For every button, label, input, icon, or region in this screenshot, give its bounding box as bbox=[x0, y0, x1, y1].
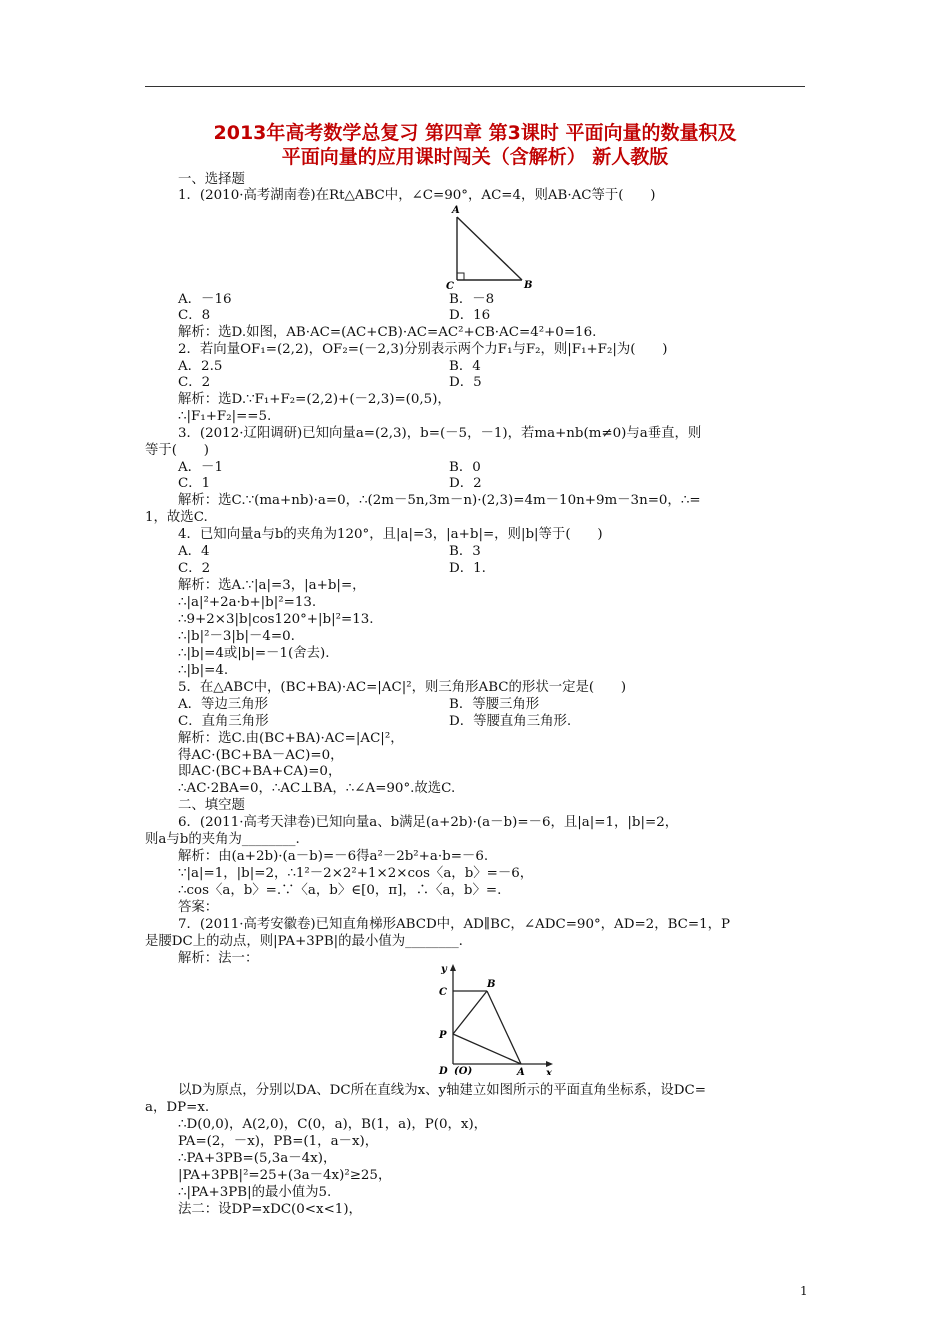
solution-line: a，DP=x. bbox=[145, 1100, 210, 1115]
label-c: C bbox=[446, 281, 454, 292]
option: D．等腰直角三角形. bbox=[449, 714, 572, 729]
solution-line: 得AC·(BC+BA－AC)=0， bbox=[178, 748, 344, 763]
option: D．2 bbox=[449, 476, 482, 491]
solution-line: ∴D(0,0)，A(2,0)，C(0，a)，B(1，a)，P(0，x)， bbox=[178, 1117, 488, 1132]
option: A．－1 bbox=[178, 460, 223, 475]
solution-line: ∴|a|²+2a·b+|b|²=13. bbox=[178, 595, 317, 610]
solution-line: ∴cos〈a，b〉=.∵〈a，b〉∈[0，π]，∴〈a，b〉=. bbox=[178, 883, 502, 898]
option: A．2.5 bbox=[178, 359, 223, 374]
option: C．2 bbox=[178, 375, 211, 390]
solution-line: 解析：法一： bbox=[178, 951, 259, 966]
solution-line: 法二：设DP=xDC(0<x<1)， bbox=[178, 1202, 362, 1217]
section-heading: 二、填空题 bbox=[178, 798, 245, 813]
question-2: 2．若向量OF₁=(2,2)，OF₂=(－2,3)分别表示两个力F₁与F₂，则|F₁+F₂|为( ) bbox=[178, 342, 668, 357]
question-7-cont: 是腰DC上的动点，则|PA+3PB|的最小值为________. bbox=[145, 934, 463, 949]
option: C．直角三角形 bbox=[178, 714, 269, 729]
doc-title-line1: 2013年高考数学总复习 第四章 第3课时 平面向量的数量积及 bbox=[213, 122, 737, 144]
question-6-cont: 则a与b的夹角为________. bbox=[145, 832, 300, 847]
option: C．8 bbox=[178, 308, 211, 323]
label-b: B bbox=[524, 280, 533, 291]
axis-x-label: x bbox=[546, 1068, 552, 1075]
answer-label: 答案： bbox=[178, 900, 219, 915]
label-d: D bbox=[439, 1066, 448, 1075]
solution-line: ∴9+2×3|b|cos120°+|b|²=13. bbox=[178, 612, 374, 627]
label-o: (O) bbox=[454, 1066, 473, 1075]
section-heading: 一、选择题 bbox=[178, 172, 245, 187]
solution-line: 解析：由(a+2b)·(a－b)=－6得a²－2b²+a·b=－6. bbox=[178, 849, 489, 864]
option: B．3 bbox=[449, 544, 481, 559]
option: D．5 bbox=[449, 375, 482, 390]
option: A．4 bbox=[178, 544, 210, 559]
page-number: 1 bbox=[800, 1284, 808, 1298]
question-1: 1．(2010·高考湖南卷)在Rt△ABC中，∠C=90°，AC=4，则AB·AC等于( ) bbox=[178, 188, 656, 203]
option: B．4 bbox=[449, 359, 481, 374]
solution-line: 解析：选D.如图，AB·AC=(AC+CB)·AC=AC²+CB·AC=4²+0=16. bbox=[178, 325, 597, 340]
option: D．16 bbox=[449, 308, 491, 323]
header-rule bbox=[145, 86, 805, 87]
option: A．－16 bbox=[178, 292, 232, 307]
label-c: C bbox=[439, 987, 447, 998]
solution-line: ∵|a|=1，|b|=2，∴1²－2×2²+1×2×cos〈a，b〉=－6， bbox=[178, 866, 534, 881]
solution-line: 解析：选A.∵|a|=3，|a+b|=， bbox=[178, 578, 366, 593]
solution-line: 解析：选C.∵(ma+nb)·a=0，∴(2m－5n,3m－n)·(2,3)=4m－10n+9m－3n=0，∴= bbox=[178, 493, 701, 508]
solution-line: ∴AC·2BA=0，∴AC⊥BA，∴∠A=90°.故选C. bbox=[178, 781, 456, 796]
label-b: B bbox=[487, 979, 496, 990]
trapezoid-figure bbox=[423, 960, 563, 1075]
solution-line: 以D为原点，分别以DA、DC所在直线为x、y轴建立如图所示的平面直角坐标系，设DC= bbox=[178, 1083, 706, 1098]
question-3: 3．(2012·辽阳调研)已知向量a=(2,3)，b=(－5，－1)，若ma+nb(m≠0)与a垂直，则 bbox=[178, 426, 702, 441]
label-a: A bbox=[452, 205, 460, 216]
option: B．0 bbox=[449, 460, 481, 475]
option: D．1. bbox=[449, 561, 486, 576]
solution-line: 解析：选D.∵F₁+F₂=(2,2)+(－2,3)=(0,5)， bbox=[178, 392, 451, 407]
triangle-figure bbox=[440, 202, 540, 294]
solution-line: ∴|F₁+F₂|==5. bbox=[178, 409, 272, 424]
option: C．1 bbox=[178, 476, 211, 491]
option: A．等边三角形 bbox=[178, 697, 269, 712]
label-p: P bbox=[439, 1030, 447, 1041]
question-6: 6．(2011·高考天津卷)已知向量a、b满足(a+2b)·(a－b)=－6，且|a|=1，|b|=2， bbox=[178, 815, 679, 830]
solution-line: 即AC·(BC+BA+CA)=0， bbox=[178, 764, 342, 779]
label-a: A bbox=[517, 1067, 525, 1075]
question-3-cont: 等于( ) bbox=[145, 443, 210, 458]
doc-title-line2: 平面向量的应用课时闯关（含解析） 新人教版 bbox=[281, 146, 669, 168]
question-4: 4．已知向量a与b的夹角为120°，且|a|=3，|a+b|=，则|b|等于( ) bbox=[178, 527, 603, 542]
solution-line: 解析：选C.由(BC+BA)·AC=|AC|²， bbox=[178, 731, 404, 746]
solution-line: 1，故选C. bbox=[145, 510, 208, 525]
solution-line: ∴|PA+3PB|的最小值为5. bbox=[178, 1185, 332, 1200]
question-5: 5．在△ABC中，(BC+BA)·AC=|AC|²，则三角形ABC的形状一定是( ) bbox=[178, 680, 627, 695]
solution-line: ∴|b|²－3|b|－4=0. bbox=[178, 629, 295, 644]
solution-line: PA=(2，－x)，PB=(1，a－x)， bbox=[178, 1134, 379, 1149]
solution-line: ∴|b|=4. bbox=[178, 663, 229, 678]
question-7: 7．(2011·高考安徽卷)已知直角梯形ABCD中，AD∥BC，∠ADC=90°，AD=2，BC=1，P bbox=[178, 917, 731, 932]
solution-line: ∴|b|=4或|b|=－1(舍去). bbox=[178, 646, 330, 661]
option: C．2 bbox=[178, 561, 211, 576]
solution-line: |PA+3PB|²=25+(3a－4x)²≥25， bbox=[178, 1168, 392, 1183]
option: B．－8 bbox=[449, 292, 495, 307]
solution-line: ∴PA+3PB=(5,3a－4x)， bbox=[178, 1151, 337, 1166]
option: B．等腰三角形 bbox=[449, 697, 540, 712]
axis-y-label: y bbox=[441, 964, 447, 975]
